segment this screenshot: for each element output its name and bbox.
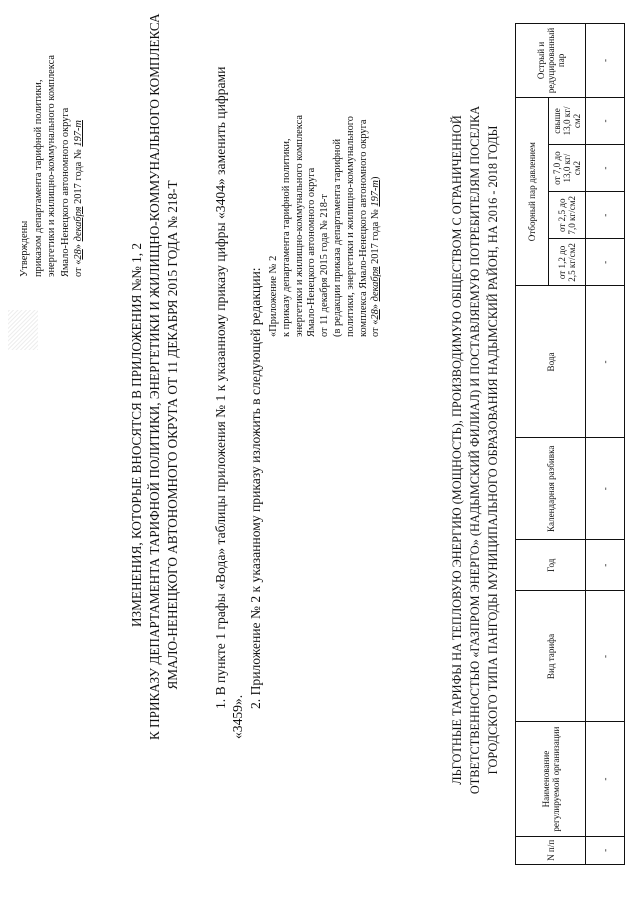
header-steam-2: от 2,5 до 7,0 кг/см2 [549,192,586,239]
approval-day: 28 [73,249,85,260]
header-org: Наименование регулируемой организации [516,722,586,836]
annex-number: 197-т [370,180,382,207]
table-cell: - [586,286,625,438]
table-title-line-1: ЛЬГОТНЫЕ ТАРИФЫ НА ТЕПЛОВУЮ ЭНЕРГИЮ (МОЩНОСТЬ), ПРОИЗВОДИМУЮ ОБЩЕСТВОМ С ОГРАНИЧЕННОЙ [450,115,464,785]
table-title-line-3: ГОРОДСКОГО ТИПА ПАНГОДЫ МУНИЦИПАЛЬНОГО ОБРАЗОВАНИЯ НАДЫМСКИЙ РАЙОН, НА 2016 - 2018 ГОДЫ [486,125,500,775]
annex-line: комплекса Ямало-Ненецкого автономного округа [357,119,369,337]
approval-date-prefix: от « [73,259,85,277]
header-calendar: Календарная разбивка [516,438,586,540]
annex-line: от 11 декабря 2015 года № 218-т [319,194,331,337]
annex-line: политики, энергетики и жилищно-коммунального [344,115,356,337]
table-cell: - [586,540,625,591]
approval-month: декабря [73,206,85,242]
annex-day: 28 [370,309,382,320]
approval-year: 2017 года № [73,146,85,207]
table-cell: - [586,591,625,722]
annex-line: энергетики и жилищно-коммунального комплекса [293,115,305,337]
approval-block [18,55,86,277]
annex-close: ) [370,176,382,181]
annex-line: Ямало-Ненецкого автономного округа [306,167,318,337]
table-cell: - [586,145,625,192]
annex-line: «Приложение № 2 [268,255,279,337]
table-cell: - [586,97,625,144]
annex-date-line [370,115,383,337]
item-2: 2. Приложение № 2 к указанному приказу изложить в следующей редакции: [248,267,263,709]
annex-month: декабря [370,266,382,302]
doc-title-line-1: ИЗМЕНЕНИЯ, КОТОРЫЕ ВНОСЯТСЯ В ПРИЛОЖЕНИЯ №№ 1, 2 [129,243,144,627]
table-cell: - [586,438,625,540]
annex-line: к приказу департамента тарифной политики, [280,138,292,337]
doc-title-line-3: ЯМАЛО-НЕНЕЦКОГО АВТОНОМНОГО ОКРУГА ОТ 11 ДЕКАБРЯ 2015 ГОДА № 218-Т [165,180,180,690]
tariff-table [515,23,625,865]
table-header-row [516,24,549,865]
approval-line: приказом департамента тарифной политики, [32,79,44,277]
table-cell: - [586,192,625,239]
table-title-line-2: ОТВЕТСТВЕННОСТЬЮ «ГАЗПРОМ ЭНЕРГО» (НАДЫМСКИЙ ФИЛИАЛ) И ПОСТАВЛЯЕМУЮ ПОТРЕБИТЕЛЯМ ПОСЕЛКА [468,105,482,795]
approval-number: 197-т [73,120,85,147]
header-water: Вода [516,286,586,438]
annex-year: 2017 года № [370,206,382,267]
approval-line: Ямало-Ненецкого автономного округа [59,107,71,277]
table-cell: - [586,722,625,836]
annex-date-mid: » [370,301,382,310]
approval-line: Утверждены [19,220,30,277]
annex-date-prefix: от « [370,319,382,337]
item-1-line-1: 1. В пункте 1 графы «Вода» таблицы приложения № 1 к указанному приказу цифры «3404» заменить цифрами [213,66,228,709]
header-steam: Отборный пар давлением [516,97,549,286]
table-cell: - [586,239,625,286]
header-tariff: Вид тарифа [516,591,586,722]
approval-date-line [72,55,86,277]
header-num: N п/п [516,836,586,864]
doc-title-line-2: К ПРИКАЗУ ДЕПАРТАМЕНТА ТАРИФНОЙ ПОЛИТИКИ, ЭНЕРГЕТИКИ И ЖИЛИЩНО-КОММУНАЛЬНОГО КОМПЛЕКСА [147,13,162,740]
approval-date-mid: » [73,241,85,250]
header-sharp: Острый и редуцированный пар [516,24,586,98]
table-cell: - [586,836,625,864]
table-row [586,24,625,865]
header-steam-1: от 1,2 до 2,5 кг/см2 [549,239,586,286]
header-steam-3: от 7,0 до 13,0 кг/см2 [549,145,586,192]
annex-line: (в редакции приказа департамента тарифной [331,138,343,337]
annex-block [268,115,383,337]
scan-smudge [8,310,38,350]
header-steam-4: свыше 13,0 кг/см2 [549,97,586,144]
approval-line: энергетики и жилищно-коммунального комплекса [46,55,58,277]
table-cell: - [586,24,625,98]
header-year: Год [516,540,586,591]
item-1-line-2: «3459». [230,694,245,739]
